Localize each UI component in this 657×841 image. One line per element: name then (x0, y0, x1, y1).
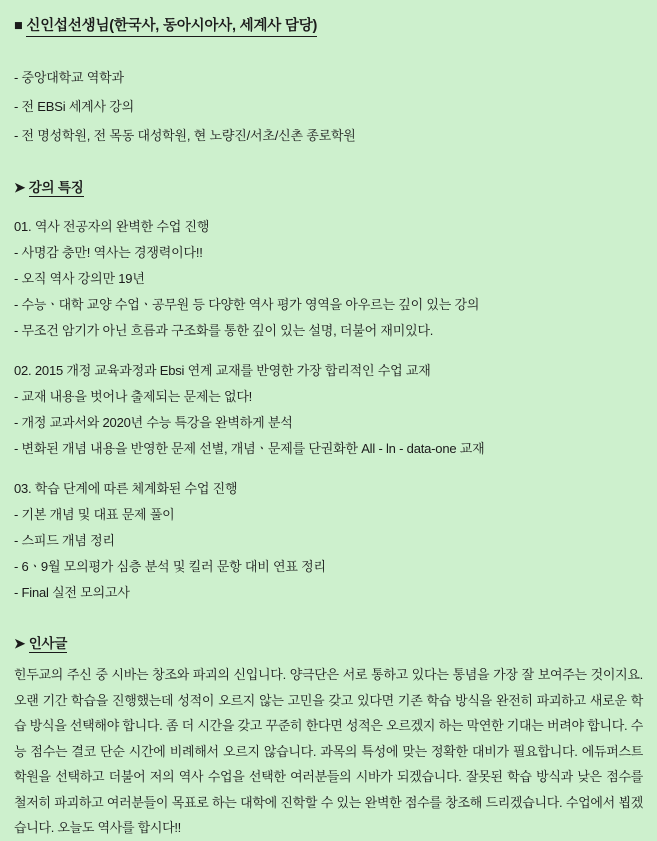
arrow-right-icon: ➤ (14, 180, 26, 195)
greeting-heading (14, 632, 643, 652)
feature-block (14, 358, 643, 462)
instructor-title (14, 14, 643, 37)
feature-item: - 변화된 개념 내용을 반영한 문제 선별, 개념ㆍ문제를 단권화한 All - ln - data-one 교재 (14, 441, 485, 456)
feature-block (14, 214, 643, 344)
instructor-name: 신인섭선생님(한국사, 동아시아사, 세계사 담당) (26, 14, 317, 37)
greeting-heading-label: 인사글 (28, 636, 68, 651)
feature-item: - 스피드 개념 정리 (14, 533, 115, 548)
feature-item: - 6ㆍ9월 모의평가 심층 분석 및 킬러 문항 대비 연표 정리 (14, 559, 326, 574)
arrow-right-icon: ➤ (14, 636, 26, 651)
feature-block (14, 476, 643, 606)
profile-item: - 전 명성학원, 전 목동 대성학원, 현 노량진/서초/신촌 종로학원 (14, 128, 356, 143)
square-bullet-icon: ■ (14, 18, 23, 34)
profile-list (14, 63, 643, 150)
feature-item: - 개정 교과서와 2020년 수능 특강을 완벽하게 분석 (14, 415, 293, 430)
feature-item: - 무조건 암기가 아닌 흐름과 구조화를 통한 깊이 있는 설명, 더불어 재미있다. (14, 323, 434, 338)
feature-item: - 수능ㆍ대학 교양 수업ㆍ공무원 등 다양한 역사 평가 영역을 아우르는 깊이 있는 강의 (14, 297, 480, 312)
feature-item: - 기본 개념 및 대표 문제 풀이 (14, 507, 175, 522)
features-heading-label: 강의 특징 (28, 180, 84, 195)
feature-item: - 교재 내용을 벗어나 출제되는 문제는 없다! (14, 389, 253, 404)
feature-block-title: 01. 역사 전공자의 완벽한 수업 진행 (14, 219, 210, 234)
feature-block-title: 02. 2015 개정 교육과정과 Ebsi 연계 교재를 반영한 가장 합리적인 수업 교재 (14, 363, 431, 378)
feature-item: - 사명감 충만! 역사는 경쟁력이다!! (14, 245, 203, 260)
features-heading (14, 176, 643, 196)
profile-item: - 전 EBSi 세계사 강의 (14, 99, 135, 114)
feature-item: - 오직 역사 강의만 19년 (14, 271, 145, 286)
feature-item: - Final 실전 모의고사 (14, 585, 130, 600)
feature-block-title: 03. 학습 단계에 따른 체계화된 수업 진행 (14, 481, 238, 496)
profile-item: - 중앙대학교 역학과 (14, 70, 124, 85)
greeting-body: 힌두교의 주신 중 시바는 창조와 파괴의 신입니다. 양극단은 서로 통하고 있다는 통념을 가장 잘 보여주는 것이지요. 오랜 기간 학습을 진행했는데 성적이 오르지 않는 고민을 갖고 있다면 기존 학습 방식을 완전히 파괴하고 새로운 학습 방식을 선택해야 합니다. 좀 더 시간을 갖고 꾸준히 한다면 성적은 오르겠지 하는 막연한 기대는 버려야 합니다. 수능 점수는 결코 단순 시간에 비례해서 오르지 않습니다. 과목의 특성에 맞는 정확한 대비가 필요합니다. 에듀퍼스트 학원을 선택하고 더불어 저의 역사 수업을 선택한 여러분들의 시바가 되겠습니다. 잘못된 학습 방식과 낮은 점수를 철저히 파괴하고 여러분들이 목표로 하는 대학에 진학할 수 있는 완벽한 점수를 창조해 드리겠습니다. 수업에서 뵙겠습니다. 오늘도 역사를 합시다!! (14, 667, 643, 835)
